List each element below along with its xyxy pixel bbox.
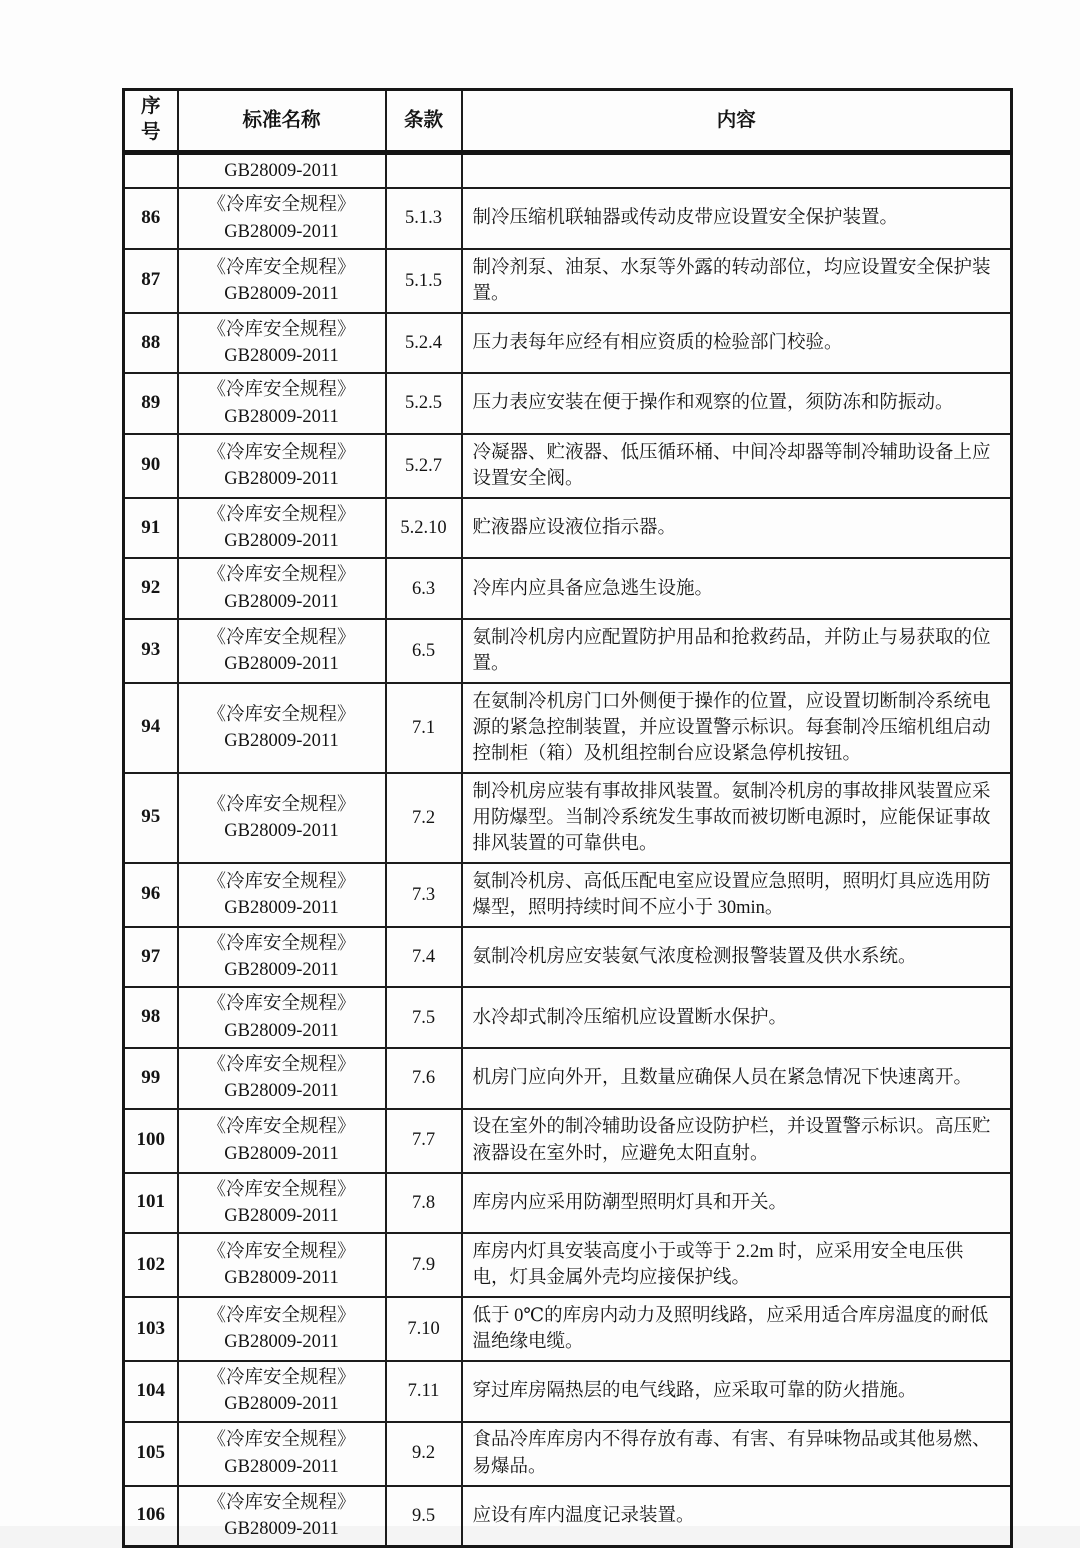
clause-cell: 7.8 [386, 1173, 462, 1234]
standard-name-code: GB28009-2011 [224, 820, 339, 841]
row-number: 95 [124, 773, 178, 863]
row-number: 93 [124, 619, 178, 683]
content-cell: 在氨制冷机房门口外侧便于操作的位置，应设置切断制冷系统电源的紧急控制装置，并应设置警示标识。每套制冷压缩机组启动控制柜（箱）及机组控制台应设紧急停机按钮。 [462, 683, 1012, 773]
standard-name-code: GB28009-2011 [224, 1332, 339, 1353]
header-clause: 条款 [386, 90, 462, 153]
standard-name-title: 《冷库安全规程》 [207, 1368, 356, 1389]
content-cell: 制冷压缩机联轴器或传动皮带应设置安全保护装置。 [462, 188, 1012, 249]
clause-cell: 5.2.10 [386, 498, 462, 559]
content-cell: 食品冷库库房内不得存放有毒、有害、有异味物品或其他易燃、易爆品。 [462, 1422, 1012, 1486]
standard-name-code: GB28009-2011 [224, 1518, 339, 1539]
table-row [124, 683, 1012, 773]
standard-name-cell [178, 558, 386, 619]
row-number: 97 [124, 927, 178, 988]
clause-cell: 7.4 [386, 927, 462, 988]
content-cell: 应设有库内温度记录装置。 [462, 1486, 1012, 1547]
table-row [124, 498, 1012, 559]
standard-name-cell [178, 1361, 386, 1422]
table-row [124, 153, 1012, 189]
standard-name-title: 《冷库安全规程》 [207, 704, 356, 725]
standard-name-code: GB28009-2011 [224, 531, 339, 552]
standard-name-code: GB28009-2011 [224, 1143, 339, 1164]
row-number: 96 [124, 863, 178, 927]
standard-name-code: GB28009-2011 [224, 161, 339, 181]
standard-name-title: 《冷库安全规程》 [207, 1117, 356, 1138]
standard-name-cell [178, 1109, 386, 1173]
content-cell: 制冷剂泵、油泵、水泵等外露的转动部位，均应设置安全保护装置。 [462, 249, 1012, 313]
row-number: 98 [124, 987, 178, 1048]
row-number: 104 [124, 1361, 178, 1422]
standard-name-title: 《冷库安全规程》 [207, 871, 356, 892]
table-row [124, 1233, 1012, 1297]
standard-name-cell [178, 1297, 386, 1361]
standard-name-title: 《冷库安全规程》 [207, 994, 356, 1015]
table-row [124, 1109, 1012, 1173]
standard-name-title: 《冷库安全规程》 [207, 1305, 356, 1326]
standard-name-cell [178, 683, 386, 773]
standard-name-code: GB28009-2011 [224, 1268, 339, 1289]
content-cell: 冷库内应具备应急逃生设施。 [462, 558, 1012, 619]
row-number: 88 [124, 313, 178, 374]
standard-name-title: 《冷库安全规程》 [207, 380, 356, 401]
standard-name-code: GB28009-2011 [224, 1205, 339, 1226]
content-cell: 设在室外的制冷辅助设备应设防护栏，并设置警示标识。高压贮液器设在室外时，应避免太阳直射。 [462, 1109, 1012, 1173]
table-body [124, 153, 1012, 1547]
table-row [124, 863, 1012, 927]
standard-name-code: GB28009-2011 [224, 897, 339, 918]
content-cell: 氨制冷机房、高低压配电室应设置应急照明，照明灯具应选用防爆型，照明持续时间不应小于 30min。 [462, 863, 1012, 927]
standard-name-title: 《冷库安全规程》 [207, 257, 356, 278]
standards-table [122, 88, 1013, 1548]
row-number [124, 153, 178, 189]
clause-cell: 7.10 [386, 1297, 462, 1361]
standard-name-cell [178, 773, 386, 863]
table-row [124, 1486, 1012, 1547]
standard-name-cell [178, 373, 386, 434]
row-number: 100 [124, 1109, 178, 1173]
table-row [124, 927, 1012, 988]
table-row [124, 1173, 1012, 1234]
header-content: 内容 [462, 90, 1012, 153]
content-cell: 制冷机房应装有事故排风装置。氨制冷机房的事故排风装置应采用防爆型。当制冷系统发生事故而被切断电源时，应能保证事故排风装置的可靠供电。 [462, 773, 1012, 863]
table-row [124, 773, 1012, 863]
clause-cell: 7.5 [386, 987, 462, 1048]
row-number: 90 [124, 434, 178, 498]
table-row [124, 1422, 1012, 1486]
table-row [124, 619, 1012, 683]
standard-name-cell [178, 1048, 386, 1109]
header-standard-name: 标准名称 [178, 90, 386, 153]
table-row [124, 1048, 1012, 1109]
standard-name-title: 《冷库安全规程》 [207, 794, 356, 815]
header-row [124, 90, 1012, 153]
row-number: 87 [124, 249, 178, 313]
standard-name-title: 《冷库安全规程》 [207, 1054, 356, 1075]
table-row [124, 249, 1012, 313]
standard-name-code: GB28009-2011 [224, 283, 339, 304]
standard-name-cell [178, 863, 386, 927]
clause-cell: 7.6 [386, 1048, 462, 1109]
standard-name-title: 《冷库安全规程》 [207, 1492, 356, 1513]
content-cell: 压力表应安装在便于操作和观察的位置，须防冻和防振动。 [462, 373, 1012, 434]
content-cell: 氨制冷机房应安装氨气浓度检测报警装置及供水系统。 [462, 927, 1012, 988]
standard-name-cell [178, 498, 386, 559]
table-row [124, 434, 1012, 498]
standard-name-cell [178, 987, 386, 1048]
table-row [124, 1297, 1012, 1361]
row-number: 101 [124, 1173, 178, 1234]
standard-name-title: 《冷库安全规程》 [207, 933, 356, 954]
standard-name-cell [178, 1422, 386, 1486]
standard-name-cell [178, 619, 386, 683]
standard-name-cell [178, 188, 386, 249]
clause-cell: 5.1.3 [386, 188, 462, 249]
table-row [124, 188, 1012, 249]
standard-name-code: GB28009-2011 [224, 730, 339, 751]
content-cell [462, 153, 1012, 189]
standard-name-cell [178, 153, 386, 189]
standard-name-code: GB28009-2011 [224, 468, 339, 489]
content-cell: 机房门应向外开，且数量应确保人员在紧急情况下快速离开。 [462, 1048, 1012, 1109]
table-row [124, 373, 1012, 434]
clause-cell: 7.3 [386, 863, 462, 927]
standard-name-code: GB28009-2011 [224, 1081, 339, 1102]
standard-name-code: GB28009-2011 [224, 960, 339, 981]
clause-cell: 7.2 [386, 773, 462, 863]
header-seq-number: 序号 [124, 90, 178, 153]
standard-name-cell [178, 434, 386, 498]
row-number: 86 [124, 188, 178, 249]
clause-cell: 7.11 [386, 1361, 462, 1422]
clause-cell: 5.1.5 [386, 249, 462, 313]
standard-name-cell [178, 249, 386, 313]
clause-cell: 9.2 [386, 1422, 462, 1486]
standard-name-code: GB28009-2011 [224, 591, 339, 612]
standard-name-title: 《冷库安全规程》 [207, 1430, 356, 1451]
content-cell: 贮液器应设液位指示器。 [462, 498, 1012, 559]
clause-cell: 7.7 [386, 1109, 462, 1173]
row-number: 102 [124, 1233, 178, 1297]
row-number: 99 [124, 1048, 178, 1109]
standard-name-cell [178, 927, 386, 988]
clause-cell [386, 153, 462, 189]
standard-name-title: 《冷库安全规程》 [207, 319, 356, 340]
content-cell: 水冷却式制冷压缩机应设置断水保护。 [462, 987, 1012, 1048]
standard-name-title: 《冷库安全规程》 [207, 442, 356, 463]
table-header [124, 90, 1012, 153]
clause-cell: 5.2.5 [386, 373, 462, 434]
standard-name-code: GB28009-2011 [224, 346, 339, 367]
standard-name-code: GB28009-2011 [224, 1456, 339, 1477]
standard-name-cell [178, 1486, 386, 1547]
content-cell: 冷凝器、贮液器、低压循环桶、中间冷却器等制冷辅助设备上应设置安全阀。 [462, 434, 1012, 498]
clause-cell: 7.1 [386, 683, 462, 773]
content-cell: 氨制冷机房内应配置防护用品和抢救药品，并防止与易获取的位置。 [462, 619, 1012, 683]
standard-name-code: GB28009-2011 [224, 653, 339, 674]
standard-name-title: 《冷库安全规程》 [207, 565, 356, 586]
table-row [124, 558, 1012, 619]
row-number: 103 [124, 1297, 178, 1361]
table-row [124, 987, 1012, 1048]
row-number: 106 [124, 1486, 178, 1547]
row-number: 94 [124, 683, 178, 773]
clause-cell: 5.2.7 [386, 434, 462, 498]
standard-name-code: GB28009-2011 [224, 1020, 339, 1041]
clause-cell: 9.5 [386, 1486, 462, 1547]
row-number: 91 [124, 498, 178, 559]
row-number: 89 [124, 373, 178, 434]
standard-name-cell [178, 313, 386, 374]
content-cell: 库房内应采用防潮型照明灯具和开关。 [462, 1173, 1012, 1234]
standard-name-title: 《冷库安全规程》 [207, 195, 356, 216]
standard-name-code: GB28009-2011 [224, 406, 339, 427]
standard-name-title: 《冷库安全规程》 [207, 1179, 356, 1200]
content-cell: 穿过库房隔热层的电气线路，应采取可靠的防火措施。 [462, 1361, 1012, 1422]
content-cell: 压力表每年应经有相应资质的检验部门校验。 [462, 313, 1012, 374]
row-number: 105 [124, 1422, 178, 1486]
content-cell: 库房内灯具安装高度小于或等于 2.2m 时，应采用安全电压供电，灯具金属外壳均应接保护线。 [462, 1233, 1012, 1297]
standard-name-cell [178, 1233, 386, 1297]
clause-cell: 7.9 [386, 1233, 462, 1297]
standard-name-code: GB28009-2011 [224, 221, 339, 242]
table-row [124, 1361, 1012, 1422]
table-row [124, 313, 1012, 374]
standard-name-title: 《冷库安全规程》 [207, 504, 356, 525]
standard-name-code: GB28009-2011 [224, 1394, 339, 1415]
standard-name-cell [178, 1173, 386, 1234]
content-cell: 低于 0℃的库房内动力及照明线路，应采用适合库房温度的耐低温绝缘电缆。 [462, 1297, 1012, 1361]
standard-name-title: 《冷库安全规程》 [207, 1241, 356, 1262]
standard-name-title: 《冷库安全规程》 [207, 627, 356, 648]
row-number: 92 [124, 558, 178, 619]
clause-cell: 6.3 [386, 558, 462, 619]
clause-cell: 6.5 [386, 619, 462, 683]
clause-cell: 5.2.4 [386, 313, 462, 374]
